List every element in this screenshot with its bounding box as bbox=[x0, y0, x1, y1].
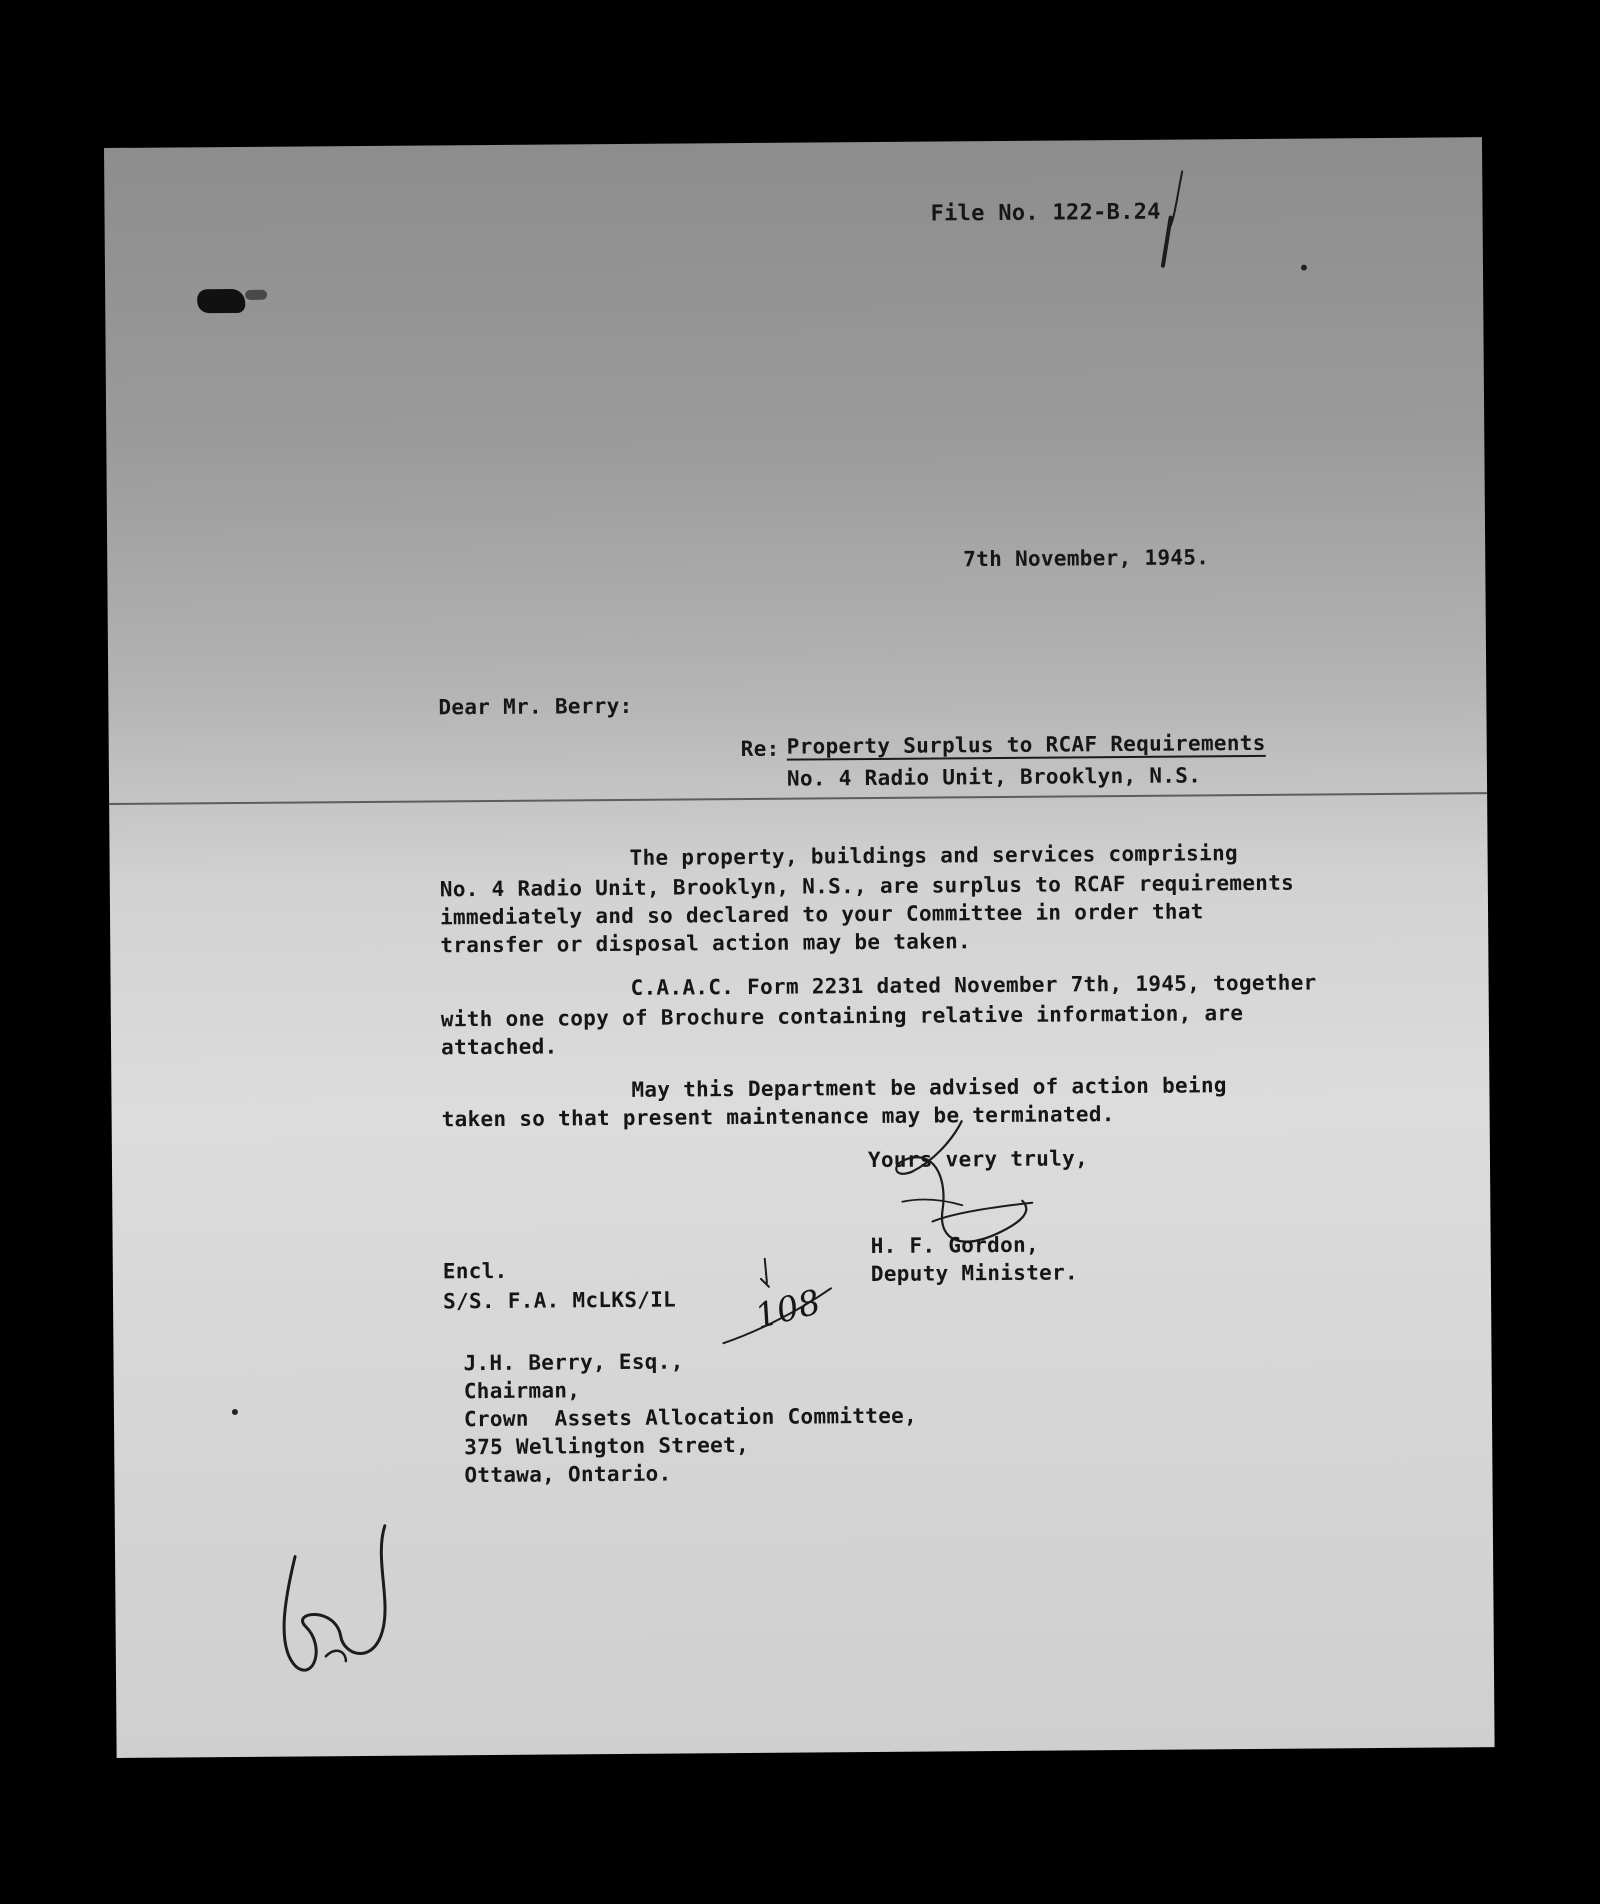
signer-name: H. F. Gordon, bbox=[870, 1232, 1040, 1259]
closing: Yours very truly, bbox=[867, 1146, 1089, 1173]
addressee-line-4: 375 Wellington Street, bbox=[464, 1432, 750, 1460]
paragraph-1-line-4: transfer or disposal action may be taken. bbox=[440, 929, 972, 958]
addressee-line-2: Chairman, bbox=[463, 1378, 581, 1404]
ink-smudge bbox=[197, 289, 245, 313]
addressee-line-1: J.H. Berry, Esq., bbox=[463, 1349, 684, 1376]
paragraph-3-line-2: taken so that present maintenance may be terminated. bbox=[441, 1102, 1115, 1132]
paragraph-2-line-1: C.A.A.C. Form 2231 dated November 7th, 1945, together bbox=[630, 970, 1317, 1000]
ink-smudge-trail bbox=[245, 290, 267, 300]
handwritten-note: 108 bbox=[751, 1282, 825, 1338]
re-label: Re: bbox=[740, 736, 780, 762]
addressee-line-3: Crown Assets Allocation Committee, bbox=[463, 1403, 918, 1432]
paragraph-2-line-2: with one copy of Brochure containing relative information, are bbox=[440, 1001, 1244, 1032]
letter-page bbox=[104, 137, 1495, 1758]
handwritten-initials bbox=[265, 1496, 406, 1687]
pen-tick-mark bbox=[1152, 169, 1193, 279]
addressee-line-5: Ottawa, Ontario. bbox=[464, 1461, 672, 1488]
fold-line bbox=[109, 792, 1487, 805]
ink-dot bbox=[232, 1409, 238, 1415]
paragraph-1-line-3: immediately and so declared to your Committee in order that bbox=[439, 899, 1204, 930]
paragraph-2-line-3: attached. bbox=[440, 1034, 558, 1060]
subject-line-2: No. 4 Radio Unit, Brooklyn, N.S. bbox=[786, 763, 1202, 791]
reference-initials: S/S. F.A. McLKS/IL bbox=[442, 1287, 677, 1314]
paragraph-1-line-2: No. 4 Radio Unit, Brooklyn, N.S., are surplus to RCAF requirements bbox=[439, 870, 1295, 902]
paragraph-3-line-1: May this Department be advised of action being bbox=[631, 1073, 1227, 1102]
ink-dot bbox=[1301, 265, 1307, 271]
file-number: File No. 122-B.24 bbox=[930, 199, 1161, 227]
salutation: Dear Mr. Berry: bbox=[438, 693, 633, 720]
letter-date: 7th November, 1945. bbox=[963, 545, 1210, 572]
paragraph-1-line-1: The property, buildings and services comprising bbox=[629, 841, 1238, 870]
enclosure-label: Encl. bbox=[442, 1258, 508, 1284]
signer-title: Deputy Minister. bbox=[870, 1260, 1079, 1287]
subject-line-1: Property Surplus to RCAF Requirements bbox=[786, 730, 1266, 759]
